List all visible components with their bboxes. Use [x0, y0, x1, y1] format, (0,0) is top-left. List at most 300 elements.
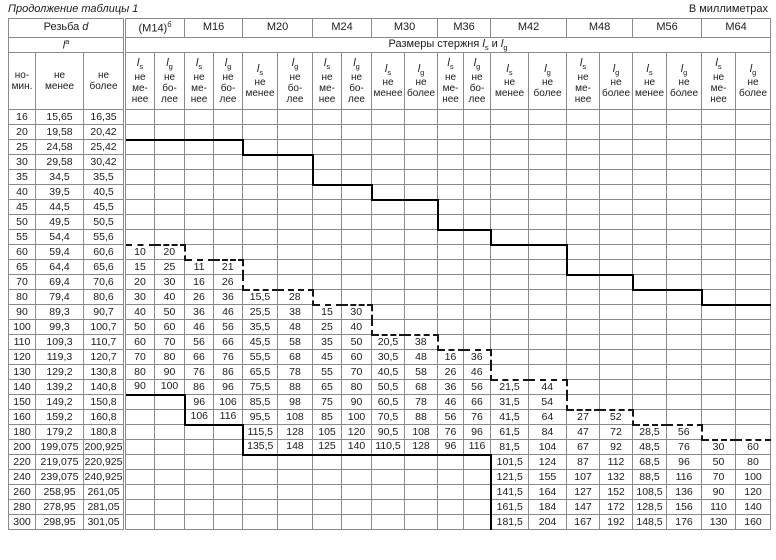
thread-d-header [9, 19, 125, 38]
table-cell: 96 [464, 425, 491, 440]
table-cell [185, 425, 214, 440]
table-cell [278, 275, 313, 290]
table-row [9, 350, 771, 365]
table-cell: 75 [313, 395, 342, 410]
table-cell [567, 320, 600, 335]
table-cell [633, 260, 667, 275]
table-cell [243, 485, 278, 500]
table-cell [667, 140, 702, 155]
table-cell: 36 [438, 380, 464, 395]
table-cell [185, 245, 214, 260]
table-cell: 80 [125, 365, 155, 380]
table-cell [125, 410, 155, 425]
cell-l-nominal: 65 [9, 260, 36, 275]
table-cell: 88 [405, 410, 438, 425]
table-cell [372, 125, 405, 140]
length-symbol: $l_s$ [195, 57, 203, 72]
table-cell: 155 [529, 470, 567, 485]
table-cell [125, 440, 155, 455]
table-cell [278, 455, 313, 470]
table-cell: 106 [214, 395, 243, 410]
cell-l-min: 24,58 [36, 140, 84, 155]
table-row [9, 365, 771, 380]
table-cell [313, 485, 342, 500]
table-cell: 46 [438, 395, 464, 410]
table-cell [633, 140, 667, 155]
table-cell [313, 140, 342, 155]
thread-col-header-M24 [313, 19, 372, 38]
table-cell [491, 110, 529, 125]
thread-size-label: М48 [588, 21, 611, 34]
table-cell [438, 140, 464, 155]
table-cell [342, 170, 372, 185]
table-cell: 90 [342, 395, 372, 410]
table-cell [633, 245, 667, 260]
table-cell [529, 290, 567, 305]
table-cell: 110 [702, 500, 736, 515]
cell-l-min: 99,3 [36, 320, 84, 335]
cell-l-max: 16,35 [84, 110, 125, 125]
table-cell [600, 125, 633, 140]
table-cell [243, 260, 278, 275]
table-cell: 50 [342, 335, 372, 350]
table-row [9, 335, 771, 350]
table-cell: 96 [185, 395, 214, 410]
table-cell [600, 350, 633, 365]
cell-l-min: 59,4 [36, 245, 84, 260]
table-cell: 80 [736, 455, 771, 470]
table-cell [342, 125, 372, 140]
table-cell [438, 125, 464, 140]
table-cell: 147 [567, 500, 600, 515]
table-cell [214, 185, 243, 200]
table-row [9, 215, 771, 230]
table-cell [600, 380, 633, 395]
cell-l-max: 240,925 [84, 470, 125, 485]
table-cell [155, 215, 185, 230]
cell-l-max: 150,8 [84, 395, 125, 410]
table-cell: 48,5 [633, 440, 667, 455]
table-cell: 68 [278, 350, 313, 365]
table-cell [491, 200, 529, 215]
table-cell [372, 305, 405, 320]
table-cell: 11 [185, 260, 214, 275]
table-cell [600, 155, 633, 170]
table-cell [214, 125, 243, 140]
table-cell [278, 515, 313, 530]
table-cell [278, 200, 313, 215]
table-cell [736, 425, 771, 440]
cell-l-max: 160,8 [84, 410, 125, 425]
cell-l-min: 129,2 [36, 365, 84, 380]
table-cell: 55,5 [243, 350, 278, 365]
table-cell [600, 320, 633, 335]
table-cell: 167 [567, 515, 600, 530]
table-cell [278, 485, 313, 500]
table-cell: 108,5 [633, 485, 667, 500]
table-cell [155, 155, 185, 170]
table-cell [185, 125, 214, 140]
table-cell: 65,5 [243, 365, 278, 380]
subcol-note: не более [407, 77, 436, 100]
lg-symbol: l [500, 37, 504, 50]
table-row [9, 440, 771, 455]
table-cell: 152 [600, 485, 633, 500]
table-row [9, 455, 771, 470]
table-cell [405, 200, 438, 215]
table-cell: 50 [155, 305, 185, 320]
thread-size-label: М16 [202, 21, 225, 34]
table-cell [667, 335, 702, 350]
table-cell [155, 170, 185, 185]
table-cell [667, 290, 702, 305]
subcol-header-M20-ls [243, 53, 278, 110]
table-cell [125, 485, 155, 500]
table-cell: 26 [438, 365, 464, 380]
table-cell [464, 290, 491, 305]
table-cell: 70 [702, 470, 736, 485]
table-cell [372, 455, 405, 470]
table-row [9, 410, 771, 425]
table-cell [464, 305, 491, 320]
table-cell: 120 [736, 485, 771, 500]
table-cell [125, 170, 155, 185]
table-cell [736, 335, 771, 350]
table-cell: 46 [464, 365, 491, 380]
table-cell: 98 [278, 395, 313, 410]
table-cell: 148 [278, 440, 313, 455]
table-cell [600, 200, 633, 215]
cell-l-min: 149,2 [36, 395, 84, 410]
table-cell [529, 155, 567, 170]
table-cell [736, 230, 771, 245]
table-cell [529, 350, 567, 365]
table-cell [491, 350, 529, 365]
table-cell [464, 110, 491, 125]
table-cell [567, 380, 600, 395]
table-cell: 127 [567, 485, 600, 500]
table-cell [491, 290, 529, 305]
ls-symbol: l [482, 37, 485, 50]
table-cell: 85,5 [243, 395, 278, 410]
table-cell [567, 185, 600, 200]
table-cell [185, 170, 214, 185]
table-row [9, 485, 771, 500]
table-row [9, 185, 771, 200]
thread-size-label: М30 [393, 21, 416, 34]
table-cell: 64 [529, 410, 567, 425]
table-cell [736, 395, 771, 410]
table-cell [155, 470, 185, 485]
table-cell [278, 140, 313, 155]
length-symbol: $l_g$ [166, 57, 173, 72]
table-cell [438, 455, 464, 470]
table-cell: 55 [313, 365, 342, 380]
table-cell: 38 [278, 305, 313, 320]
table-cell: 108 [405, 425, 438, 440]
table-cell [405, 515, 438, 530]
cell-l-nominal: 180 [9, 425, 36, 440]
table-cell [567, 245, 600, 260]
cell-l-max: 281,05 [84, 500, 125, 515]
table-cell [243, 500, 278, 515]
table-cell [600, 305, 633, 320]
table-cell: 66 [464, 395, 491, 410]
table-cell [243, 275, 278, 290]
table-cell [491, 185, 529, 200]
table-cell [243, 215, 278, 230]
table-cell [405, 320, 438, 335]
table-cell [278, 155, 313, 170]
cell-l-max: 25,42 [84, 140, 125, 155]
table-cell [600, 170, 633, 185]
subcol-note: не бо- лее [468, 71, 486, 105]
table-cell [702, 230, 736, 245]
table-cell: 48 [405, 350, 438, 365]
table-cell [155, 500, 185, 515]
table-cell [214, 440, 243, 455]
table-cell [736, 365, 771, 380]
table-cell [372, 275, 405, 290]
thread-size-label: М42 [517, 21, 540, 34]
table-cell [464, 470, 491, 485]
table-cell [702, 275, 736, 290]
table-cell: 26 [214, 275, 243, 290]
table-cell: 36 [464, 350, 491, 365]
table-cell [736, 260, 771, 275]
table-cell [633, 290, 667, 305]
cell-l-min: 278,95 [36, 500, 84, 515]
subcol-header-M24-ls [313, 53, 342, 110]
table-cell [464, 320, 491, 335]
cell-l-min: 298,95 [36, 515, 84, 530]
table-cell [214, 455, 243, 470]
table-cell [342, 245, 372, 260]
table-cell [278, 185, 313, 200]
table-cell [438, 185, 464, 200]
table-cell: 40,5 [372, 365, 405, 380]
table-cell: 148,5 [633, 515, 667, 530]
table-cell [702, 185, 736, 200]
table-cell [243, 110, 278, 125]
subcol-header-M36-ls [438, 53, 464, 110]
length-symbol: $l_g$ [417, 62, 425, 78]
table-cell [600, 335, 633, 350]
table-cell [313, 290, 342, 305]
table-cell [702, 110, 736, 125]
table-cell [600, 260, 633, 275]
table-cell: 136 [667, 485, 702, 500]
table-cell: 28 [278, 290, 313, 305]
table-cell: 36 [185, 305, 214, 320]
table-cell [464, 215, 491, 230]
subcol-header-M42-lg [529, 53, 567, 110]
table-cell: 65 [313, 380, 342, 395]
table-cell [372, 470, 405, 485]
table-cell: 35,5 [243, 320, 278, 335]
subcol-note: не более [670, 77, 699, 100]
thread-size-label: М64 [725, 21, 747, 34]
subcol-note: не менее [494, 77, 525, 100]
subcol-note: не ме- нее [318, 71, 336, 105]
table-cell: 41,5 [491, 410, 529, 425]
table-cell [633, 170, 667, 185]
thread-size-label: М20 [266, 21, 289, 34]
table-cell [491, 170, 529, 185]
table-cell [405, 185, 438, 200]
table-cell: 58 [405, 365, 438, 380]
table-cell: 68 [405, 380, 438, 395]
table-cell: 140 [736, 500, 771, 515]
table-cell [529, 230, 567, 245]
cell-l-max: 60,6 [84, 245, 125, 260]
table-cell [567, 260, 600, 275]
thread-size-label: (М14) [138, 22, 168, 35]
table-cell [702, 215, 736, 230]
table-cell [438, 215, 464, 230]
table-cell [529, 305, 567, 320]
table-cell [342, 485, 372, 500]
table-cell: 66 [185, 350, 214, 365]
table-cell [567, 230, 600, 245]
table-cell: 26 [185, 290, 214, 305]
subcol-header-M48-lg [600, 53, 633, 110]
length-symbol: $l_g$ [224, 57, 232, 72]
table-cell [405, 500, 438, 515]
table-cell [567, 155, 600, 170]
table-cell [702, 365, 736, 380]
table-cell [529, 200, 567, 215]
table-cell: 15 [125, 260, 155, 275]
top-labels [8, 3, 768, 15]
subcol-note: не менее [373, 77, 403, 100]
table-cell [243, 125, 278, 140]
table-cell [405, 470, 438, 485]
table-cell: 96 [214, 380, 243, 395]
table-cell [125, 215, 155, 230]
table-row [9, 230, 771, 245]
table-cell: 72 [600, 425, 633, 440]
table-cell: 50 [702, 455, 736, 470]
table-cell [125, 470, 155, 485]
table-cell [313, 455, 342, 470]
table-cell [372, 485, 405, 500]
cell-l-nominal: 130 [9, 365, 36, 380]
table-cell: 16 [185, 275, 214, 290]
cell-l-min: 199,075 [36, 440, 84, 455]
table-cell [214, 425, 243, 440]
table-cell: 40 [155, 290, 185, 305]
table-cell [185, 440, 214, 455]
table-cell [667, 395, 702, 410]
subcol-note: не ме- нее [190, 71, 208, 105]
table-cell: 38 [405, 335, 438, 350]
table-cell [464, 455, 491, 470]
table-cell [214, 215, 243, 230]
table-cell [529, 185, 567, 200]
table-cell [185, 470, 214, 485]
table-cell: 48 [278, 320, 313, 335]
cell-l-min: 64,4 [36, 260, 84, 275]
table-cell [464, 275, 491, 290]
table-cell: 61,5 [491, 425, 529, 440]
table-cell: 88,5 [633, 470, 667, 485]
subcol-header-M30-lg [405, 53, 438, 110]
table-cell: 50 [125, 320, 155, 335]
subcol-header-M48-ls [567, 53, 600, 110]
table-cell [214, 200, 243, 215]
table-cell: 30 [702, 440, 736, 455]
table-cell [438, 515, 464, 530]
table-cell [667, 185, 702, 200]
table-cell: 56 [214, 320, 243, 335]
table-cell: 128,5 [633, 500, 667, 515]
table-row [9, 380, 771, 395]
table-cell [438, 245, 464, 260]
table-cell [243, 470, 278, 485]
cell-l-min: 159,2 [36, 410, 84, 425]
cell-l-max: 70,6 [84, 275, 125, 290]
table-cell: 132 [600, 470, 633, 485]
table-body [9, 110, 771, 530]
table-cell [567, 200, 600, 215]
table-cell [342, 515, 372, 530]
table-cell: 75,5 [243, 380, 278, 395]
table-cell: 100 [155, 380, 185, 395]
lmin-col-header: не менее [36, 53, 84, 110]
table-cell [342, 185, 372, 200]
length-symbol: $l_s$ [384, 62, 392, 78]
table-cell: 76 [214, 350, 243, 365]
table-cell: 76 [438, 425, 464, 440]
table-cell [155, 425, 185, 440]
table-cell [667, 380, 702, 395]
table-cell: 92 [600, 440, 633, 455]
table-cell [736, 170, 771, 185]
cell-l-nominal: 80 [9, 290, 36, 305]
table-cell [155, 200, 185, 215]
thread-col-header-M16 [185, 19, 243, 38]
table-cell [405, 215, 438, 230]
subcol-header-M16-lg [214, 53, 243, 110]
table-cell [702, 290, 736, 305]
table-cell [405, 155, 438, 170]
cell-l-max: 20,42 [84, 125, 125, 140]
table-cell [633, 380, 667, 395]
table-cell: 156 [667, 500, 702, 515]
table-cell [529, 260, 567, 275]
subcol-header-M42-ls [491, 53, 529, 110]
rod-sizes-header: Размеры стержня $l_s$ и $l_g$ [125, 38, 771, 53]
table-cell: 105 [313, 425, 342, 440]
length-l-header [9, 38, 125, 53]
length-symbol: $l_s$ [646, 62, 653, 78]
table-cell: 40 [342, 320, 372, 335]
cell-l-nominal: 90 [9, 305, 36, 320]
table-cell [567, 215, 600, 230]
table-cell [185, 200, 214, 215]
table-cell: 128 [405, 440, 438, 455]
cell-l-nominal: 45 [9, 200, 36, 215]
table-cell: 141,5 [491, 485, 529, 500]
cell-l-max: 130,8 [84, 365, 125, 380]
thread-col-header-M42 [491, 19, 567, 38]
table-cell: 21,5 [491, 380, 529, 395]
table-row [9, 140, 771, 155]
table-cell [600, 395, 633, 410]
table-cell [633, 410, 667, 425]
table-cell: 56 [464, 380, 491, 395]
